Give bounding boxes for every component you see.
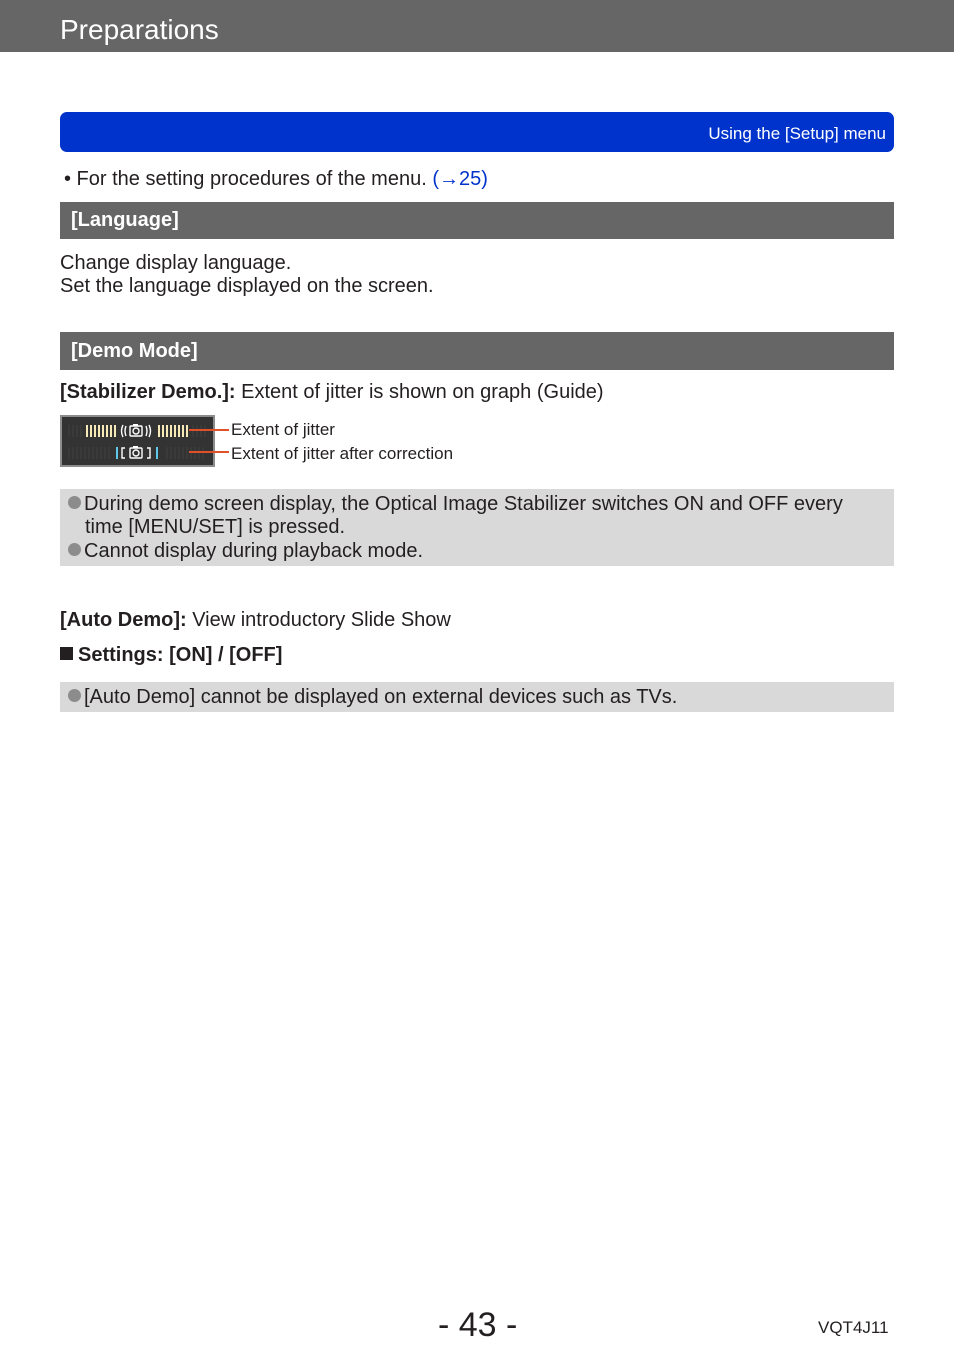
- auto-demo-note-box: [60, 682, 894, 712]
- language-heading: [Language]: [71, 209, 179, 231]
- demo-mode-heading: [Demo Mode]: [71, 340, 198, 362]
- auto-demo-desc: View introductory Slide Show: [186, 609, 451, 631]
- language-heading-bar: [60, 202, 894, 239]
- callout-extent-of-jitter: Extent of jitter: [231, 420, 335, 439]
- section-banner: [60, 112, 894, 152]
- settings-text: Settings: [ON] / [OFF]: [78, 644, 283, 666]
- stabilizer-indicator-graphic: [60, 415, 215, 467]
- demo-notes-box: [60, 489, 894, 566]
- bullet-icon: [68, 496, 81, 509]
- stabilizer-demo-desc: Extent of jitter is shown on graph (Guide): [235, 381, 604, 403]
- stabilizer-demo-line: [60, 381, 604, 404]
- banner-label: Using the [Setup] menu: [708, 124, 886, 143]
- callout-line-1: [189, 429, 229, 431]
- header-bar: [0, 0, 954, 52]
- note-1-line-2: time [MENU/SET] is pressed.: [85, 516, 346, 538]
- bullet-icon: [68, 689, 81, 702]
- stabilizer-demo-label: [Stabilizer Demo.]:: [60, 381, 236, 403]
- demo-mode-heading-bar: [60, 332, 894, 370]
- auto-demo-label: [Auto Demo]:: [60, 609, 187, 631]
- page-number: - 43 -: [438, 1306, 518, 1344]
- intro-line: [64, 168, 488, 191]
- note-2: Cannot display during playback mode.: [68, 540, 423, 563]
- page-section-title: Preparations: [60, 14, 219, 45]
- auto-demo-line: [60, 609, 451, 632]
- jitter-graph-icon: [62, 417, 213, 465]
- callout-extent-after-correction: Extent of jitter after correction: [231, 444, 454, 463]
- language-desc-line-2: Set the language displayed on the screen.: [60, 275, 434, 297]
- page-reference-link[interactable]: (→25): [432, 168, 488, 190]
- square-bullet-icon: [60, 647, 73, 660]
- language-desc-line-1: Change display language.: [60, 252, 292, 274]
- bullet-icon: [68, 543, 81, 556]
- auto-demo-note: [Auto Demo] cannot be displayed on external devices such as TVs.: [68, 686, 677, 709]
- callout-line-2: [189, 451, 229, 453]
- intro-text: • For the setting procedures of the menu.: [64, 168, 433, 190]
- settings-line: [60, 644, 282, 667]
- note-1-line-1: During demo screen display, the Optical Image Stabilizer switches ON and OFF every: [68, 493, 843, 516]
- document-code: VQT4J11: [818, 1318, 889, 1337]
